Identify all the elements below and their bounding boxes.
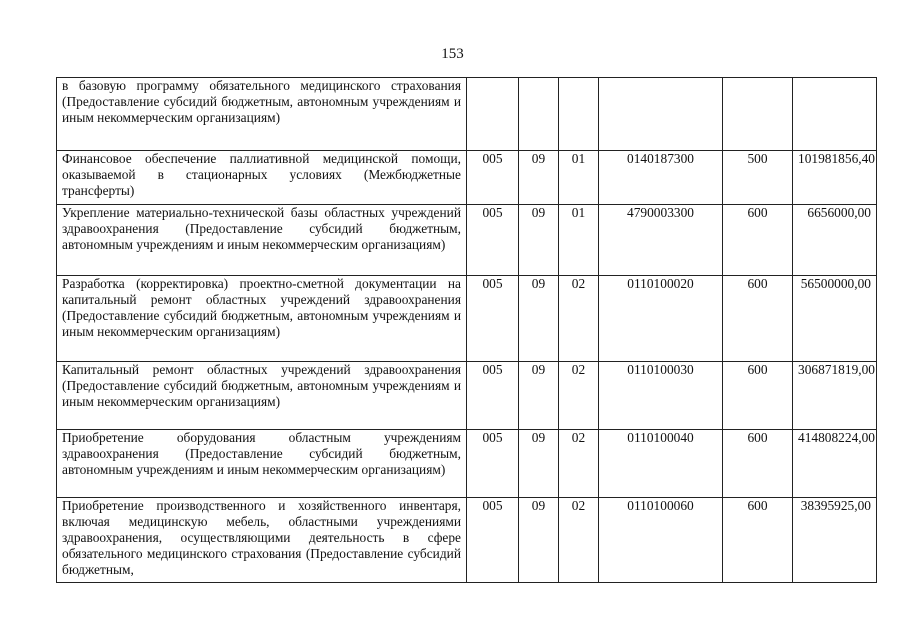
row-grbs: 005 <box>467 205 519 276</box>
row-section: 09 <box>519 362 559 430</box>
row-amount: 56500000,00 <box>793 276 877 362</box>
row-amount: 38395925,00 <box>793 498 877 583</box>
row-target-article <box>599 78 723 151</box>
row-target-article: 0110100060 <box>599 498 723 583</box>
row-expense-type: 500 <box>723 151 793 205</box>
row-amount: 306871819,00 <box>793 362 877 430</box>
row-expense-type: 600 <box>723 362 793 430</box>
table-row <box>57 151 877 205</box>
row-subsection <box>559 78 599 151</box>
row-subsection: 02 <box>559 498 599 583</box>
row-subsection: 02 <box>559 430 599 498</box>
row-grbs <box>467 78 519 151</box>
row-description: Приобретение оборудования областным учреждениям здравоохранения (Предоставление субсидий бюджетным, автономным учреждениям и иным некоммерческим организациям) <box>57 430 467 498</box>
row-section: 09 <box>519 430 559 498</box>
page-number: 153 <box>441 46 464 62</box>
row-subsection: 01 <box>559 205 599 276</box>
row-grbs: 005 <box>467 430 519 498</box>
row-amount: 101981856,40 <box>793 151 877 205</box>
row-target-article: 0110100040 <box>599 430 723 498</box>
row-description: Капитальный ремонт областных учреждений здравоохранения (Предоставление субсидий бюджетным, автономным учреждениям и иным некоммерческим организациям) <box>57 362 467 430</box>
budget-table <box>56 77 877 583</box>
row-expense-type: 600 <box>723 498 793 583</box>
row-amount: 414808224,00 <box>793 430 877 498</box>
row-grbs: 005 <box>467 498 519 583</box>
table-row <box>57 276 877 362</box>
row-description: в базовую программу обязательного медицинского страхования (Предоставление субсидий бюджетным, автономным учреждениям и иным некоммерческим организациям) <box>57 78 467 151</box>
table-row <box>57 430 877 498</box>
row-expense-type: 600 <box>723 205 793 276</box>
table-row <box>57 498 877 583</box>
row-subsection: 02 <box>559 362 599 430</box>
row-target-article: 0110100020 <box>599 276 723 362</box>
row-description: Укрепление материально-технической базы областных учреждений здравоохранения (Предоставление субсидий бюджетным, автономным учреждениям и иным некоммерческим организациям) <box>57 205 467 276</box>
row-section: 09 <box>519 276 559 362</box>
row-target-article: 0110100030 <box>599 362 723 430</box>
row-description: Приобретение производственного и хозяйственного инвентаря, включая медицинскую мебель, областными учреждениями здравоохранения, осуществляющими деятельность в сфере обязательного медицинского страхования (Предоставление субсидий бюджетным, <box>57 498 467 583</box>
row-section <box>519 78 559 151</box>
table-row <box>57 205 877 276</box>
row-amount: 6656000,00 <box>793 205 877 276</box>
row-expense-type <box>723 78 793 151</box>
table-row <box>57 362 877 430</box>
row-description: Финансовое обеспечение паллиативной медицинской помощи, оказываемой в стационарных условиях (Межбюджетные трансферты) <box>57 151 467 205</box>
row-expense-type: 600 <box>723 430 793 498</box>
row-section: 09 <box>519 151 559 205</box>
row-target-article: 0140187300 <box>599 151 723 205</box>
row-grbs: 005 <box>467 362 519 430</box>
row-grbs: 005 <box>467 151 519 205</box>
row-subsection: 01 <box>559 151 599 205</box>
row-expense-type: 600 <box>723 276 793 362</box>
row-subsection: 02 <box>559 276 599 362</box>
row-amount <box>793 78 877 151</box>
row-section: 09 <box>519 205 559 276</box>
row-section: 09 <box>519 498 559 583</box>
table-row <box>57 78 877 151</box>
row-grbs: 005 <box>467 276 519 362</box>
row-description: Разработка (корректировка) проектно-сметной документации на капитальный ремонт областных учреждений здравоохранения (Предоставление субсидий бюджетным, автономным учреждениям и иным некоммерческим организациям) <box>57 276 467 362</box>
row-target-article: 4790003300 <box>599 205 723 276</box>
